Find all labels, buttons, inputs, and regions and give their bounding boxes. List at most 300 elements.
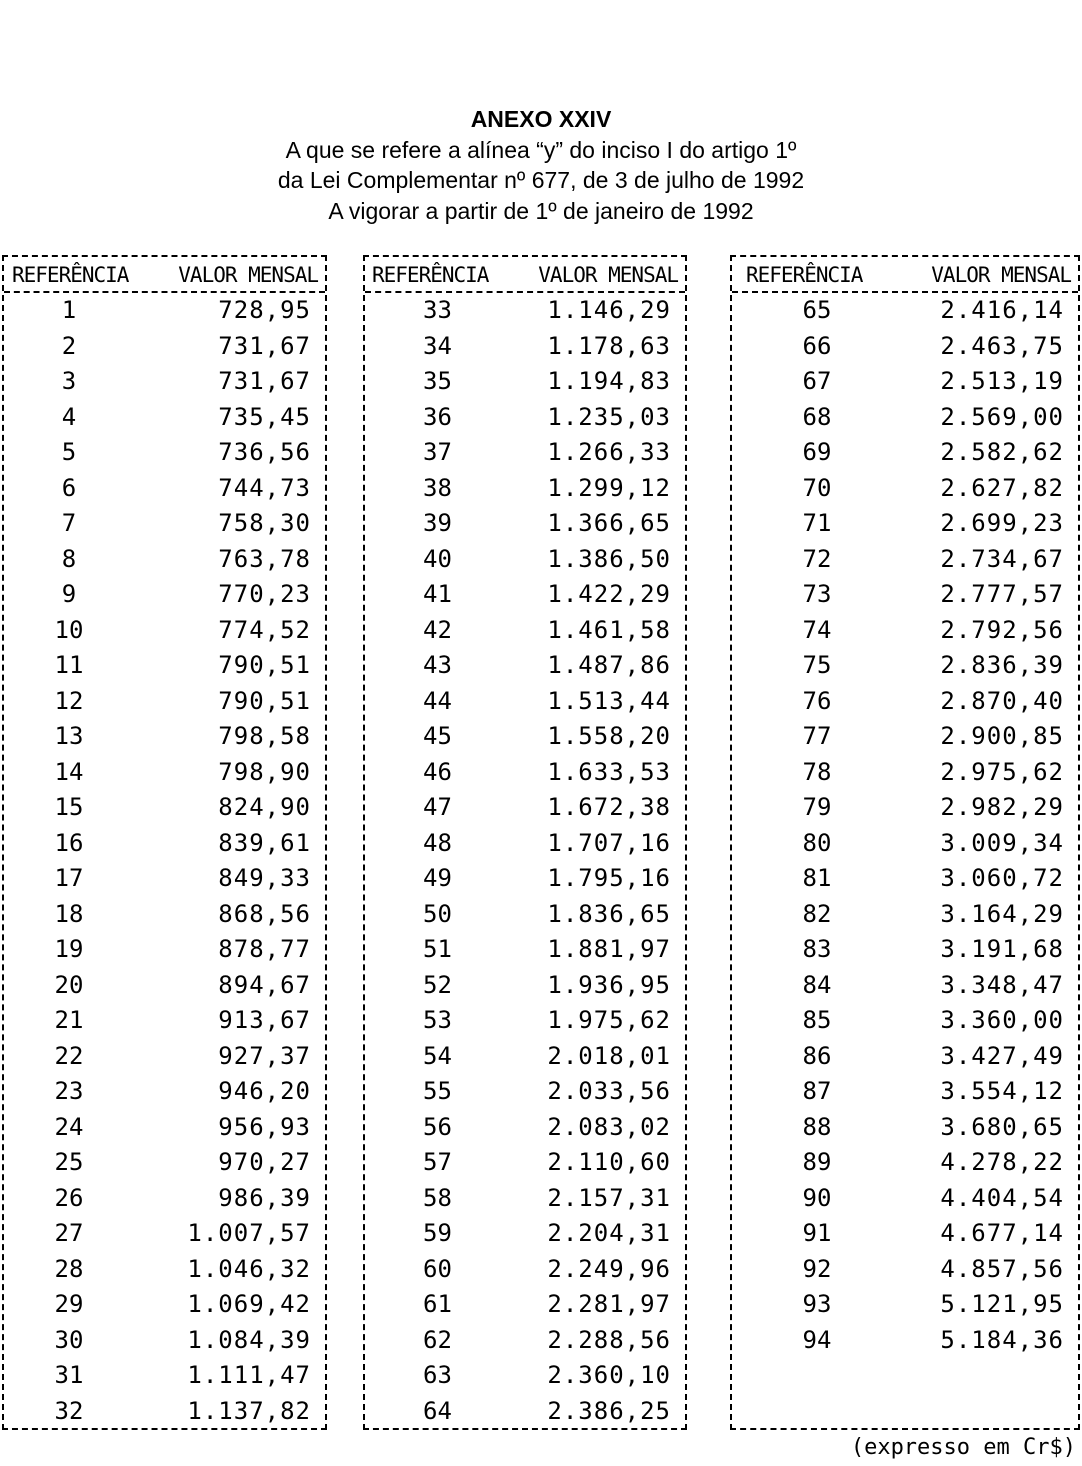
table-row xyxy=(365,861,685,897)
monthly-value-cell: 758,30 xyxy=(218,509,311,537)
reference-cell: 35 xyxy=(423,367,452,395)
reference-cell: 88 xyxy=(802,1112,832,1141)
table-row xyxy=(365,400,685,436)
reference-cell: 43 xyxy=(423,651,452,679)
monthly-value-cell: 1.795,16 xyxy=(547,864,671,892)
table-row xyxy=(365,1252,685,1288)
table-row xyxy=(4,1323,325,1359)
table-row xyxy=(365,968,685,1004)
reference-cell: 38 xyxy=(423,473,452,502)
reference-cell: 54 xyxy=(423,1041,452,1070)
table-row xyxy=(365,719,685,755)
monthly-value-cell: 1.178,63 xyxy=(547,331,671,360)
monthly-value-cell: 1.069,42 xyxy=(187,1290,311,1318)
heading-line-2: da Lei Complementar nº 677, de 3 de julho de 1992 xyxy=(277,167,805,193)
reference-cell: 92 xyxy=(802,1254,832,1283)
reference-cell: 80 xyxy=(802,828,832,857)
table-row xyxy=(732,293,1078,329)
table-row xyxy=(732,613,1078,649)
monthly-value-cell: 913,67 xyxy=(218,1006,311,1034)
reference-cell: 11 xyxy=(54,651,84,679)
table-row xyxy=(365,506,685,542)
table-row xyxy=(365,329,685,365)
reference-cell: 39 xyxy=(423,509,452,537)
monthly-value-cell: 2.569,00 xyxy=(940,402,1064,431)
reference-cell: 29 xyxy=(54,1290,84,1318)
table-row xyxy=(4,790,325,826)
table-row xyxy=(4,293,325,329)
monthly-value-cell: 736,56 xyxy=(218,438,311,466)
table-row xyxy=(4,400,325,436)
table-row xyxy=(4,542,325,578)
monthly-value-cell: 2.018,01 xyxy=(547,1041,671,1070)
monthly-value-cell: 927,37 xyxy=(218,1041,311,1070)
monthly-value-cell: 798,90 xyxy=(218,757,311,786)
reference-cell: 64 xyxy=(423,1396,452,1425)
table-row xyxy=(365,542,685,578)
monthly-value-cell: 731,67 xyxy=(218,367,311,395)
monthly-value-cell: 2.870,40 xyxy=(940,686,1064,715)
table-row xyxy=(4,1252,325,1288)
reference-cell: 90 xyxy=(802,1183,832,1212)
reference-cell: 77 xyxy=(802,722,832,750)
reference-cell: 7 xyxy=(61,509,77,537)
monthly-value-cell: 2.982,29 xyxy=(940,793,1064,821)
monthly-value-cell: 2.416,14 xyxy=(940,296,1064,324)
table-row xyxy=(365,1039,685,1075)
table-row xyxy=(365,1358,685,1394)
reference-cell: 19 xyxy=(54,935,84,963)
table-row xyxy=(732,400,1078,436)
table-row xyxy=(4,329,325,365)
table-row xyxy=(732,719,1078,755)
reference-cell: 36 xyxy=(423,402,452,431)
monthly-value-cell: 1.975,62 xyxy=(547,1006,671,1034)
currency-footnote: (expresso em Cr$) xyxy=(850,1435,1076,1460)
table-row xyxy=(732,577,1078,613)
monthly-value-cell: 4.404,54 xyxy=(940,1183,1064,1212)
monthly-value-cell: 2.360,10 xyxy=(547,1361,671,1389)
table-row xyxy=(732,1181,1078,1217)
table-row xyxy=(732,1145,1078,1181)
reference-cell: 17 xyxy=(54,864,84,892)
table-row xyxy=(4,684,325,720)
reference-cell: 61 xyxy=(423,1290,452,1318)
table-row xyxy=(732,1252,1078,1288)
reference-cell: 55 xyxy=(423,1077,452,1105)
monthly-value-cell: 2.386,25 xyxy=(547,1396,671,1425)
reference-cell: 18 xyxy=(54,899,84,928)
table-header xyxy=(4,257,325,293)
table-row xyxy=(365,790,685,826)
monthly-value-cell: 878,77 xyxy=(218,935,311,963)
reference-cell: 15 xyxy=(54,793,84,821)
reference-cell: 93 xyxy=(802,1290,832,1318)
reference-cell: 24 xyxy=(54,1112,84,1141)
monthly-value-cell: 735,45 xyxy=(218,402,311,431)
reference-cell: 27 xyxy=(54,1219,84,1247)
monthly-value-cell: 2.288,56 xyxy=(547,1325,671,1354)
monthly-value-cell: 2.900,85 xyxy=(940,722,1064,750)
reference-cell: 91 xyxy=(802,1219,832,1247)
monthly-value-cell: 1.137,82 xyxy=(187,1396,311,1425)
monthly-value-cell: 2.627,82 xyxy=(940,473,1064,502)
heading-line-1: A que se refere a alínea “y” do inciso I do artigo 1º xyxy=(285,136,797,163)
monthly-value-cell: 970,27 xyxy=(218,1148,311,1176)
table-row xyxy=(365,364,685,400)
reference-cell: 67 xyxy=(802,367,832,395)
reference-cell: 34 xyxy=(423,331,452,360)
table-row xyxy=(732,1110,1078,1146)
table-row xyxy=(365,684,685,720)
table-body xyxy=(732,293,1078,1358)
table-row xyxy=(4,968,325,1004)
reference-cell: 53 xyxy=(423,1006,452,1034)
table-row xyxy=(732,790,1078,826)
reference-cell: 63 xyxy=(423,1361,452,1389)
reference-cell: 32 xyxy=(54,1396,84,1425)
monthly-value-cell: 1.672,38 xyxy=(547,793,671,821)
reference-cell: 6 xyxy=(61,473,77,502)
monthly-value-cell: 1.461,58 xyxy=(547,615,671,644)
table-row xyxy=(732,1287,1078,1323)
reference-cell: 30 xyxy=(54,1325,84,1354)
reference-cell: 65 xyxy=(802,296,832,324)
monthly-value-cell: 1.235,03 xyxy=(547,402,671,431)
reference-cell: 58 xyxy=(423,1183,452,1212)
monthly-value-cell: 2.975,62 xyxy=(940,757,1064,786)
table-row xyxy=(365,1287,685,1323)
reference-cell: 76 xyxy=(802,686,832,715)
reference-cell: 56 xyxy=(423,1112,452,1141)
monthly-value-cell: 956,93 xyxy=(218,1112,311,1141)
reference-cell: 75 xyxy=(802,651,832,679)
reference-cell: 40 xyxy=(423,544,452,573)
reference-cell: 14 xyxy=(54,757,84,786)
reference-cell: 78 xyxy=(802,757,832,786)
reference-cell: 45 xyxy=(423,722,452,750)
monthly-value-cell: 1.633,53 xyxy=(547,757,671,786)
reference-cell: 22 xyxy=(54,1041,84,1070)
monthly-value-cell: 2.513,19 xyxy=(940,367,1064,395)
reference-cell: 94 xyxy=(802,1325,832,1354)
reference-cell: 73 xyxy=(802,580,832,608)
reference-cell: 69 xyxy=(802,438,832,466)
reference-cell: 85 xyxy=(802,1006,832,1034)
monthly-value-cell: 3.060,72 xyxy=(940,864,1064,892)
table-row xyxy=(365,1074,685,1110)
table-row xyxy=(4,1145,325,1181)
reference-cell: 59 xyxy=(423,1219,452,1247)
monthly-value-cell: 2.582,62 xyxy=(940,438,1064,466)
reference-cell: 10 xyxy=(54,615,84,644)
table-row xyxy=(365,613,685,649)
table-row xyxy=(4,577,325,613)
monthly-value-cell: 744,73 xyxy=(218,473,311,502)
monthly-value-cell: 3.009,34 xyxy=(940,828,1064,857)
table-row xyxy=(365,1323,685,1359)
reference-cell: 60 xyxy=(423,1254,452,1283)
monthly-value-cell: 1.146,29 xyxy=(547,296,671,324)
monthly-value-cell: 728,95 xyxy=(218,296,311,324)
reference-cell: 47 xyxy=(423,793,452,821)
table-row xyxy=(4,1287,325,1323)
table-row xyxy=(4,1358,325,1394)
reference-cell: 4 xyxy=(61,402,77,431)
reference-cell: 74 xyxy=(802,615,832,644)
heading-line-3: A vigorar a partir de 1º de janeiro de 1992 xyxy=(328,197,754,224)
monthly-value-cell: 1.487,86 xyxy=(547,651,671,679)
table-row xyxy=(732,435,1078,471)
monthly-value-cell: 774,52 xyxy=(218,615,311,644)
monthly-value-cell: 1.836,65 xyxy=(547,899,671,928)
monthly-value-cell: 1.046,32 xyxy=(187,1254,311,1283)
monthly-value-cell: 3.164,29 xyxy=(940,899,1064,928)
monthly-value-cell: 2.110,60 xyxy=(547,1148,671,1176)
reference-cell: 86 xyxy=(802,1041,832,1070)
reference-cell: 49 xyxy=(423,864,452,892)
reference-cell: 84 xyxy=(802,970,832,999)
table-row xyxy=(732,1216,1078,1252)
monthly-value-cell: 4.857,56 xyxy=(940,1254,1064,1283)
column-header-valor-mensal: VALOR MENSAL xyxy=(178,263,318,287)
table-row xyxy=(732,968,1078,1004)
monthly-value-cell: 839,61 xyxy=(218,828,311,857)
table-row xyxy=(732,684,1078,720)
annex-title: ANEXO XXIV xyxy=(470,106,612,132)
reference-cell: 12 xyxy=(54,686,84,715)
reference-cell: 16 xyxy=(54,828,84,857)
table-row xyxy=(4,648,325,684)
monthly-value-cell: 1.936,95 xyxy=(547,970,671,999)
reference-cell: 51 xyxy=(423,935,452,963)
monthly-value-cell: 1.386,50 xyxy=(547,544,671,573)
monthly-value-cell: 3.360,00 xyxy=(940,1006,1064,1034)
table-row xyxy=(732,329,1078,365)
monthly-value-cell: 1.881,97 xyxy=(547,935,671,963)
table-row xyxy=(4,861,325,897)
reference-cell: 70 xyxy=(802,473,832,502)
table-row xyxy=(4,435,325,471)
table-row xyxy=(4,1216,325,1252)
reference-cell: 62 xyxy=(423,1325,452,1354)
table-row xyxy=(732,897,1078,933)
monthly-value-cell: 1.558,20 xyxy=(547,722,671,750)
table-row xyxy=(365,435,685,471)
monthly-value-cell: 1.707,16 xyxy=(547,828,671,857)
monthly-value-cell: 894,67 xyxy=(218,970,311,999)
monthly-value-cell: 2.734,67 xyxy=(940,544,1064,573)
monthly-value-cell: 986,39 xyxy=(218,1183,311,1212)
reference-cell: 81 xyxy=(802,864,832,892)
reference-cell: 5 xyxy=(61,438,77,466)
reference-cell: 52 xyxy=(423,970,452,999)
monthly-value-cell: 2.083,02 xyxy=(547,1112,671,1141)
monthly-value-cell: 2.033,56 xyxy=(547,1077,671,1105)
monthly-value-cell: 1.266,33 xyxy=(547,438,671,466)
table-row xyxy=(4,1110,325,1146)
reference-cell: 83 xyxy=(802,935,832,963)
reference-cell: 33 xyxy=(423,296,452,324)
monthly-value-cell: 731,67 xyxy=(218,331,311,360)
column-header-referencia: REFERÊNCIA xyxy=(746,263,863,287)
reference-cell: 41 xyxy=(423,580,452,608)
monthly-value-cell: 1.366,65 xyxy=(547,509,671,537)
monthly-value-cell: 3.680,65 xyxy=(940,1112,1064,1141)
reference-cell: 48 xyxy=(423,828,452,857)
monthly-value-cell: 3.427,49 xyxy=(940,1041,1064,1070)
table-body xyxy=(4,293,325,1429)
monthly-value-cell: 2.463,75 xyxy=(940,331,1064,360)
column-header-referencia: REFERÊNCIA xyxy=(12,263,129,287)
reference-cell: 8 xyxy=(61,544,77,573)
reference-cell: 9 xyxy=(61,580,77,608)
table-block-1 xyxy=(2,255,327,1430)
reference-cell: 71 xyxy=(802,509,832,537)
table-row xyxy=(4,1394,325,1430)
table-row xyxy=(732,1003,1078,1039)
monthly-value-cell: 2.836,39 xyxy=(940,651,1064,679)
reference-cell: 37 xyxy=(423,438,452,466)
table-row xyxy=(4,506,325,542)
monthly-value-cell: 2.792,56 xyxy=(940,615,1064,644)
reference-cell: 57 xyxy=(423,1148,452,1176)
table-row xyxy=(732,542,1078,578)
table-row xyxy=(732,648,1078,684)
table-block-3 xyxy=(730,255,1080,1430)
table-row xyxy=(365,648,685,684)
reference-cell: 21 xyxy=(54,1006,84,1034)
reference-cell: 72 xyxy=(802,544,832,573)
table-row xyxy=(732,364,1078,400)
table-body xyxy=(365,293,685,1429)
table-header xyxy=(732,257,1078,293)
table-block-2 xyxy=(363,255,687,1430)
reference-cell: 79 xyxy=(802,793,832,821)
monthly-value-cell: 1.084,39 xyxy=(187,1325,311,1354)
table-row xyxy=(4,1003,325,1039)
monthly-value-cell: 2.699,23 xyxy=(940,509,1064,537)
monthly-value-cell: 849,33 xyxy=(218,864,311,892)
monthly-value-cell: 3.554,12 xyxy=(940,1077,1064,1105)
table-row xyxy=(732,471,1078,507)
table-row xyxy=(732,1074,1078,1110)
reference-cell: 1 xyxy=(61,296,77,324)
table-row xyxy=(4,755,325,791)
reference-cell: 31 xyxy=(54,1361,84,1389)
table-row xyxy=(4,1181,325,1217)
document-heading xyxy=(0,104,1082,226)
monthly-value-cell: 5.184,36 xyxy=(940,1325,1064,1354)
table-row xyxy=(4,1074,325,1110)
reference-cell: 87 xyxy=(802,1077,832,1105)
monthly-value-cell: 868,56 xyxy=(218,899,311,928)
reference-cell: 23 xyxy=(54,1077,84,1105)
table-row xyxy=(365,1110,685,1146)
monthly-value-cell: 1.299,12 xyxy=(547,473,671,502)
monthly-value-cell: 798,58 xyxy=(218,722,311,750)
monthly-value-cell: 763,78 xyxy=(218,544,311,573)
monthly-value-cell: 2.204,31 xyxy=(547,1219,671,1247)
monthly-value-cell: 1.007,57 xyxy=(187,1219,311,1247)
table-row xyxy=(365,826,685,862)
table-row xyxy=(365,471,685,507)
table-row xyxy=(365,1394,685,1430)
table-row xyxy=(365,577,685,613)
reference-cell: 66 xyxy=(802,331,832,360)
monthly-value-cell: 4.677,14 xyxy=(940,1219,1064,1247)
reference-cell: 26 xyxy=(54,1183,84,1212)
monthly-value-cell: 2.249,96 xyxy=(547,1254,671,1283)
table-row xyxy=(732,506,1078,542)
monthly-value-cell: 2.281,97 xyxy=(547,1290,671,1318)
reference-cell: 46 xyxy=(423,757,452,786)
monthly-value-cell: 946,20 xyxy=(218,1077,311,1105)
table-row xyxy=(732,861,1078,897)
monthly-value-cell: 2.157,31 xyxy=(547,1183,671,1212)
monthly-value-cell: 790,51 xyxy=(218,651,311,679)
monthly-value-cell: 3.191,68 xyxy=(940,935,1064,963)
table-row xyxy=(4,719,325,755)
table-row xyxy=(732,1039,1078,1075)
table-row xyxy=(365,293,685,329)
table-row xyxy=(365,1216,685,1252)
reference-cell: 42 xyxy=(423,615,452,644)
table-row xyxy=(365,1145,685,1181)
table-row xyxy=(365,1181,685,1217)
reference-cell: 89 xyxy=(802,1148,832,1176)
monthly-value-cell: 3.348,47 xyxy=(940,970,1064,999)
column-header-valor-mensal: VALOR MENSAL xyxy=(931,263,1071,287)
table-row xyxy=(732,1323,1078,1359)
column-header-valor-mensal: VALOR MENSAL xyxy=(538,263,678,287)
monthly-value-cell: 1.194,83 xyxy=(547,367,671,395)
reference-cell: 2 xyxy=(61,331,77,360)
monthly-value-cell: 5.121,95 xyxy=(940,1290,1064,1318)
table-row xyxy=(4,826,325,862)
monthly-value-cell: 2.777,57 xyxy=(940,580,1064,608)
monthly-value-cell: 770,23 xyxy=(218,580,311,608)
monthly-value-cell: 1.111,47 xyxy=(187,1361,311,1389)
monthly-value-cell: 790,51 xyxy=(218,686,311,715)
table-row xyxy=(365,1003,685,1039)
table-row xyxy=(732,755,1078,791)
table-row xyxy=(4,932,325,968)
table-row xyxy=(365,755,685,791)
table-row xyxy=(4,897,325,933)
table-header xyxy=(365,257,685,293)
table-row xyxy=(365,897,685,933)
reference-cell: 68 xyxy=(802,402,832,431)
reference-cell: 44 xyxy=(423,686,452,715)
table-row xyxy=(365,932,685,968)
reference-cell: 82 xyxy=(802,899,832,928)
table-row xyxy=(4,613,325,649)
monthly-value-cell: 4.278,22 xyxy=(940,1148,1064,1176)
monthly-value-cell: 1.513,44 xyxy=(547,686,671,715)
reference-cell: 13 xyxy=(54,722,84,750)
reference-cell: 20 xyxy=(54,970,84,999)
column-header-referencia: REFERÊNCIA xyxy=(372,263,489,287)
table-row xyxy=(4,471,325,507)
reference-cell: 25 xyxy=(54,1148,84,1176)
table-row xyxy=(732,932,1078,968)
reference-cell: 3 xyxy=(61,367,77,395)
table-row xyxy=(732,826,1078,862)
reference-cell: 28 xyxy=(54,1254,84,1283)
table-row xyxy=(4,1039,325,1075)
reference-cell: 50 xyxy=(423,899,452,928)
